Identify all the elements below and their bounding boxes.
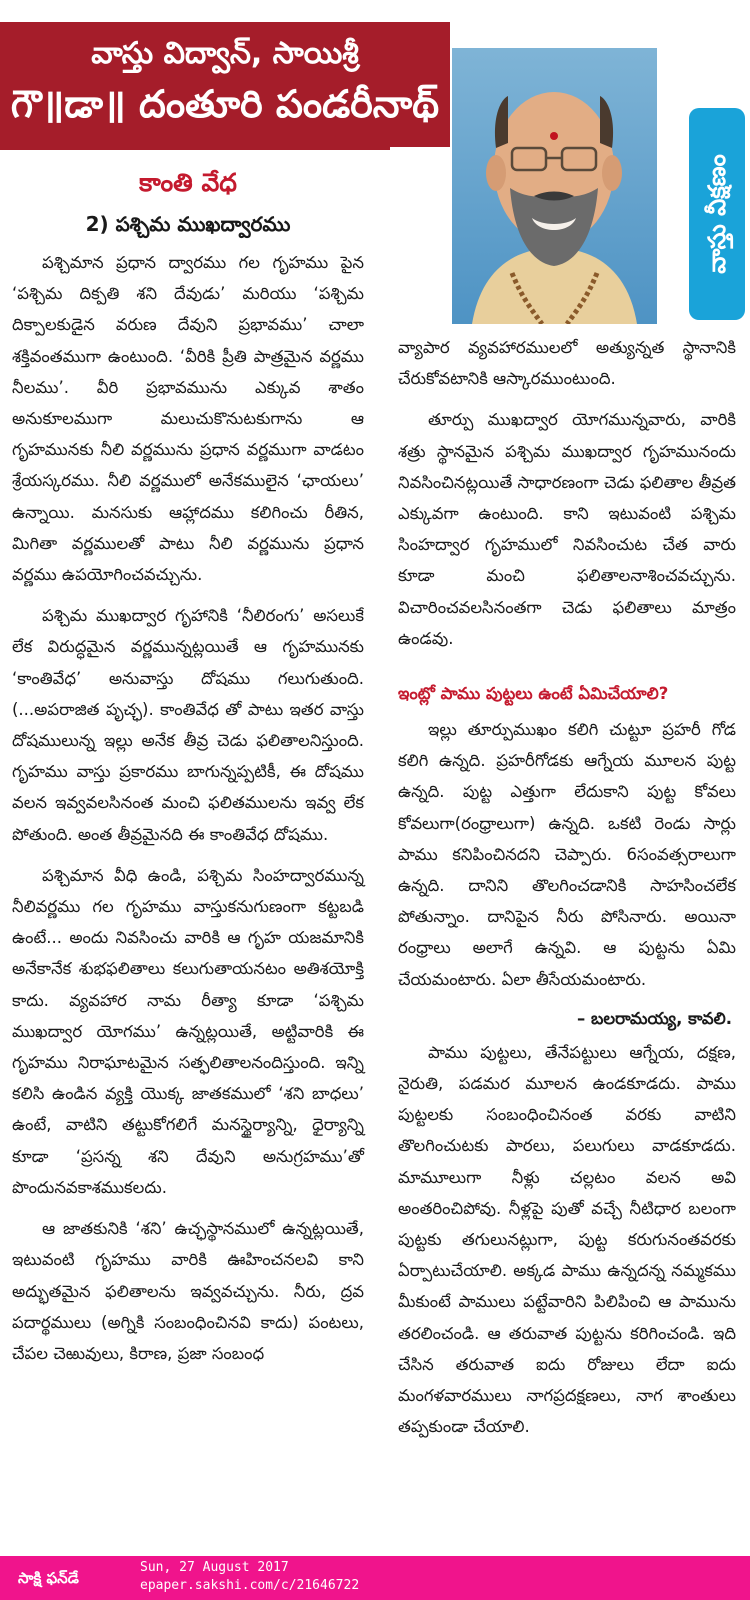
- article-paragraph: తూర్పు ముఖద్వార యోగమున్నవారు, వారికి శత్రు స్థానమైన పశ్చిమ ముఖద్వార గృహమునందు నివసించినట్లయితే సాధారణంగా చెడు ఫలితాల తీవ్రత ఎక్కువగా ఉంటుంది. కాని ఇటువంటి పశ్చిమ సింహద్వార గృహములో నివసించుట చేత వారు కూడా మంచి ఫలితాలనాశించవచ్చును. విచారించవలసినంతగా చెడు ఫలితాలు మాత్రం ఉండవు.: [398, 410, 736, 648]
- sakshi-funday-logo: సాక్షి ఫన్‌డే: [18, 1569, 79, 1587]
- author-photo: [452, 48, 657, 324]
- qa-question-text: ఇల్లు తూర్పుముఖం కలిగి చుట్టూ ప్రహరీ గోడ కలిగి ఉన్నది. ప్రహరీగోడకు ఆగ్నేయ మూలన పుట్ట ఉన్నది. పుట్ట ఎత్తుగా లేదుకాని పుట్ట కోవలు కోవలుగా(రంధ్రాలుగా) ఉన్నది. ఒకటి రెండు సార్లు పాము కనిపించినదని చెప్పారు. 6సంవత్సరాలుగా ఉన్నది. దానిని తొలగించడానికి సాహసించలేక పోతున్నాం. దానిపైన నీరు పోసినారు. అయినా రంధ్రాలు అలాగే ఉన్నవి. ఆ పుట్టను ఏమి చేయమంటారు. ఏలా తీసేయమంటారు.: [398, 720, 736, 989]
- qa-question-title: ఇంట్లో పాము పుట్టలు ఉంటే ఏమిచేయాలి?: [398, 684, 669, 704]
- footer-date: Sun, 27 August 2017: [140, 1560, 289, 1575]
- article-title: కాంతి వేధ: [139, 168, 237, 197]
- qa-signature: – బలరామయ్య, కావలి.: [577, 1008, 732, 1028]
- article-paragraph: వ్యాపార వ్యవహారములలో అత్యున్నత స్థానానికి చేరుకోవటానికి ఆస్కారముంటుంది.: [398, 338, 736, 389]
- author-credential: వాస్తు విద్వాన్, సాయిశ్రీ: [91, 36, 359, 71]
- article-paragraph: పశ్చిమాన ప్రధాన ద్వారము గల గృహము పైన ‘పశ్చిమ దిక్పతి శని దేవుడు’ మరియు ‘పశ్చిమ దిక్పాలకుడైన వరుణ దేవుని ప్రభావము’ చాలా శక్తివంతముగా ఉంటుంది. ‘వీరికి ప్రీతి పాత్రమైన వర్ణము నీలము’. వీరి ప్రభావమును ఎక్కువ శాతం అనుకూలముగా మలుచుకొనుటకుగాను ఆ గృహమునకు నీలి వర్ణమును ప్రధాన వర్ణముగా వాడటం శ్రేయస్కరము. నీలి వర్ణములో అనేకములైన ‘ఛాయలు’ ఉన్నాయి. మనసుకు ఆహ్లాదము కలిగించు రీతిన, మిగితా వర్ణములతో పాటు నీలి వర్ణమును ప్రధాన వర్ణము ఉపయోగించవచ్చును.: [12, 253, 364, 585]
- header-divider: [0, 147, 390, 150]
- author-portrait-illustration: [452, 48, 657, 324]
- section-badge: [689, 108, 745, 320]
- footer-url-link[interactable]: epaper.sakshi.com/c/21646722: [140, 1578, 360, 1593]
- article-paragraph: పశ్చిమ ముఖద్వార గృహానికి ‘నీలిరంగు’ అసలుకే లేక విరుద్ధమైన వర్ణమున్నట్లయితే ఆ గృహమునకు ‘కాంతివేధ’ అనువాస్తు దోషము గలుగుతుంది. (...అపరాజిత పృచ్ఛ). కాంతివేధ తో పాటు ఇతర వాస్తు దోషములున్న ఇల్లు అనేక తీవ్ర చెడు ఫలితాలనిస్తుంది. గృహము వాస్తు ప్రకారము బాగున్నప్పటికీ, ఈ దోషము వలన ఇవ్వవలసినంత మంచి ఫలితములను ఇవ్వ లేక పోతుంది. అంత తీవ్రమైనది ఈ కాంతివేధ దోషము.: [12, 606, 364, 844]
- article-subtitle: 2) పశ్చిమ ముఖద్వారము: [85, 212, 291, 236]
- article-paragraph: ఆ జాతకునికి ‘శని’ ఉచ్ఛస్థానములో ఉన్నట్లయితే, ఇటువంటి గృహము వారికి ఊహించనలవి కాని అద్భుతమైన ఫలితాలను ఇవ్వవచ్చును. నీరు, ద్రవ పదార్థములు (అగ్నికి సంబంధించినవి కాదు) పంటలు, చేపల చెఱువులు, కిరాణ, ప్రజా సంబంధ: [12, 1219, 364, 1363]
- article-paragraph: పశ్చిమాన వీధి ఉండి, పశ్చిమ సింహద్వారమున్న నీలివర్ణము గల గృహము వాస్తుకనుగుణంగా కట్టబడి ఉంటే... అందు నివసించు వారికి ఆ గృహ యజమానికి అనేకానేక శుభఫలితాలు కలుగుతాయనటం అతిశయోక్తి కాదు. వ్యవహార నామ రీత్యా కూడా ‘పశ్చిమ ముఖద్వార యోగము’ ఉన్నట్లయితే, అట్టివారికి ఈ గృహము నిరాఘాటమైన సత్ఫలితాలనందిస్తుంది. ఇన్ని కలిసి ఉండిన వ్యక్తి యొక్క జాతకములో ‘శని బాధలు’ ఉంటే, వాటిని తట్టుకోగలిగే మనస్థైర్యాన్ని, ధైర్యాన్ని కూడా ‘ప్రసన్న శని దేవుని అనుగ్రహము’తో పొందునవకాశముకలదు.: [12, 865, 364, 1197]
- section-badge-label: వాస్తు వీక్షణం: [703, 154, 731, 274]
- qa-answer-text: పాము పుట్టలు, తేనేపట్టులు ఆగ్నేయ, దక్షణ, నైరుతి, పడమర మూలన ఉండకూడదు. పాము పుట్టలకు సంబంధించినంత వరకు వాటిని తొలగించుటకు పారలు, పలుగులు వాడకూడదు. మామూలుగా నీళ్లు చల్లటం వలన అవి అంతరించిపోవు. నీళ్లపై పుతో వచ్చే నీటిధార బలంగా పుట్టకు తగులునట్లుగా, పుట్ట కరుగునంతవరకు ఏర్పాటుచేయాలి. అక్కడ పాము ఉన్నదన్న నమ్మకము మీకుంటే పాములు పట్టేవారిని పిలిపించి ఆ పామును తరలించండి. ఆ తరువాత పుట్టను కరిగించండి. ఇది చేసిన తరువాత ఐదు రోజులు లేదా ఐదు మంగళవారములు నాగప్రదక్షణలు, నాగ శాంతులు తప్పకుండా చేయాలి.: [398, 1042, 736, 1437]
- epaper-footer: [0, 1556, 750, 1600]
- author-header-banner: [0, 22, 450, 147]
- article-right-column: [398, 332, 736, 1453]
- article-left-column: [12, 168, 364, 1379]
- author-name: గౌ॥డా॥ దంతూరి పండరీనాథ్: [10, 82, 440, 126]
